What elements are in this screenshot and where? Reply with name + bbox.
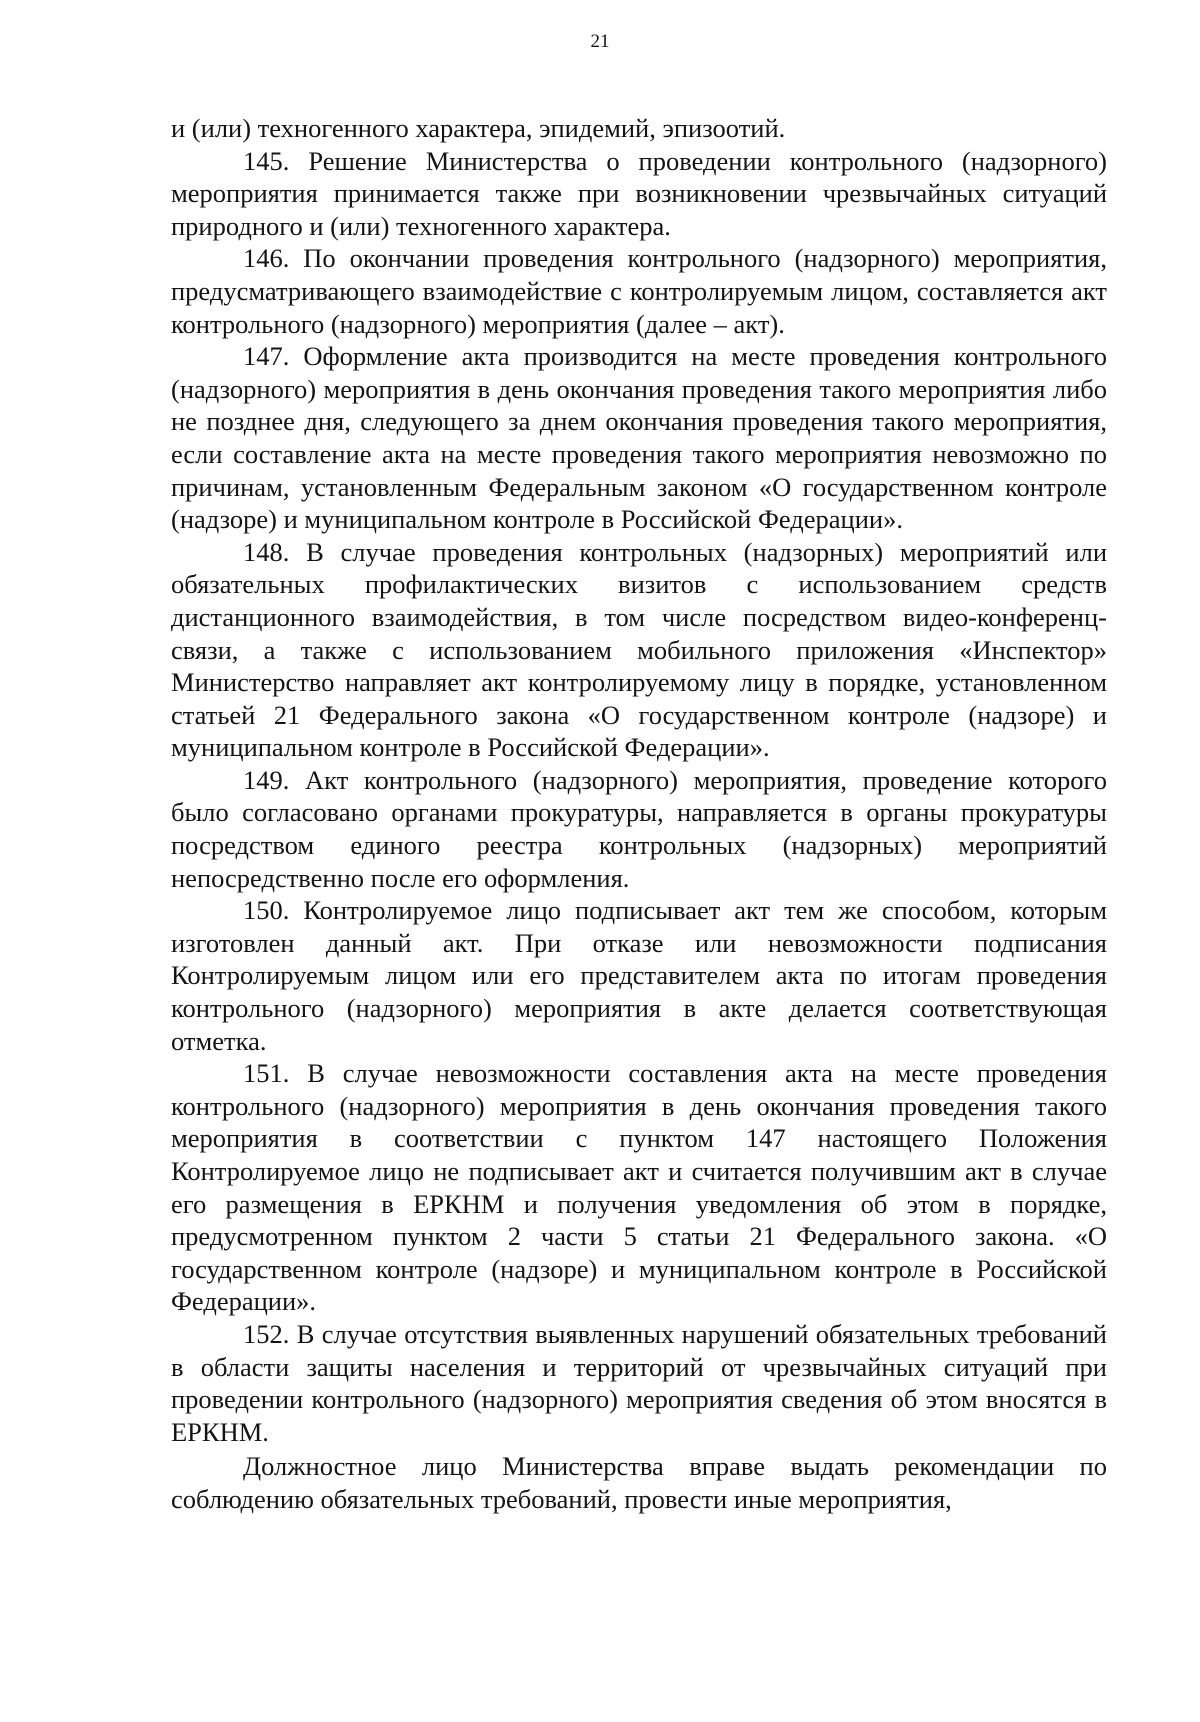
document-body bbox=[171, 112, 1107, 1516]
paragraph-continuation: и (или) техногенного характера, эпидемий, эпизоотий. bbox=[171, 113, 786, 143]
paragraph-152: 152. В случае отсутствия выявленных нарушений обязательных требований в области защиты населения и территорий от чрезвычайных ситуаций при проведении контрольного (надзорного) мероприятия сведения об этом вносятся в ЕРКНМ. bbox=[171, 1318, 1107, 1447]
page-number: 21 bbox=[590, 31, 610, 52]
paragraph-149: 149. Акт контрольного (надзорного) мероприятия, проведение которого было согласовано органами прокуратуры, направляется в органы прокуратуры посредством единого реестра контрольных (надзорных) мероприятий непосредственно после его оформления. bbox=[171, 764, 1107, 893]
paragraph-145: 145. Решение Министерства о проведении контрольного (надзорного) мероприятия принимается также при возникновении чрезвычайных ситуаций природного и (или) техногенного характера. bbox=[171, 145, 1107, 241]
paragraph-official-recommendations: Должностное лицо Министерства вправе выдать рекомендации по соблюдению обязательных требований, провести иные мероприятия, bbox=[171, 1451, 1107, 1514]
paragraph-150: 150. Контролируемое лицо подписывает акт тем же способом, которым изготовлен данный акт. При отказе или невозможности подписания Контролируемым лицом или его представителем акта по итогам проведения контрольного (надзорного) мероприятия в акте делается соответствующая отметка. bbox=[171, 895, 1107, 1056]
paragraph-148: 148. В случае проведения контрольных (надзорных) мероприятий или обязательных профилактических визитов с использованием средств дистанционного взаимодействия, в том числе посредством видео-конференц-связи, а также с использованием мобильного приложения «Инспектор» Министерство направляет акт контролируемому лицу в порядке, установленном статьей 21 Федерального закона «О государственном контроле (надзоре) и муниципальном контроле в Российской Федерации». bbox=[171, 536, 1107, 763]
paragraph-147: 147. Оформление акта производится на месте проведения контрольного (надзорного) мероприятия в день окончания проведения такого мероприятия либо не позднее дня, следующего за днем окончания проведения такого мероприятия, если составление акта на месте проведения такого мероприятия невозможно по причинам, установленным Федеральным законом «О государственном контроле (надзоре) и муниципальном контроле в Российской Федерации». bbox=[171, 341, 1107, 535]
paragraph-146: 146. По окончании проведения контрольного (надзорного) мероприятия, предусматривающего взаимодействие с контролируемым лицом, составляется акт контрольного (надзорного) мероприятия (далее – акт). bbox=[171, 243, 1107, 339]
paragraph-151: 151. В случае невозможности составления акта на месте проведения контрольного (надзорного) мероприятия в день окончания проведения такого мероприятия в соответствии с пунктом 147 настоящего Положения Контролируемое лицо не подписывает акт и считается получившим акт в случае его размещения в ЕРКНМ и получения уведомления об этом в порядке, предусмотренном пунктом 2 части 5 статьи 21 Федерального закона. «О государственном контроле (надзоре) и муниципальном контроле в Российской Федерации». bbox=[171, 1058, 1107, 1317]
